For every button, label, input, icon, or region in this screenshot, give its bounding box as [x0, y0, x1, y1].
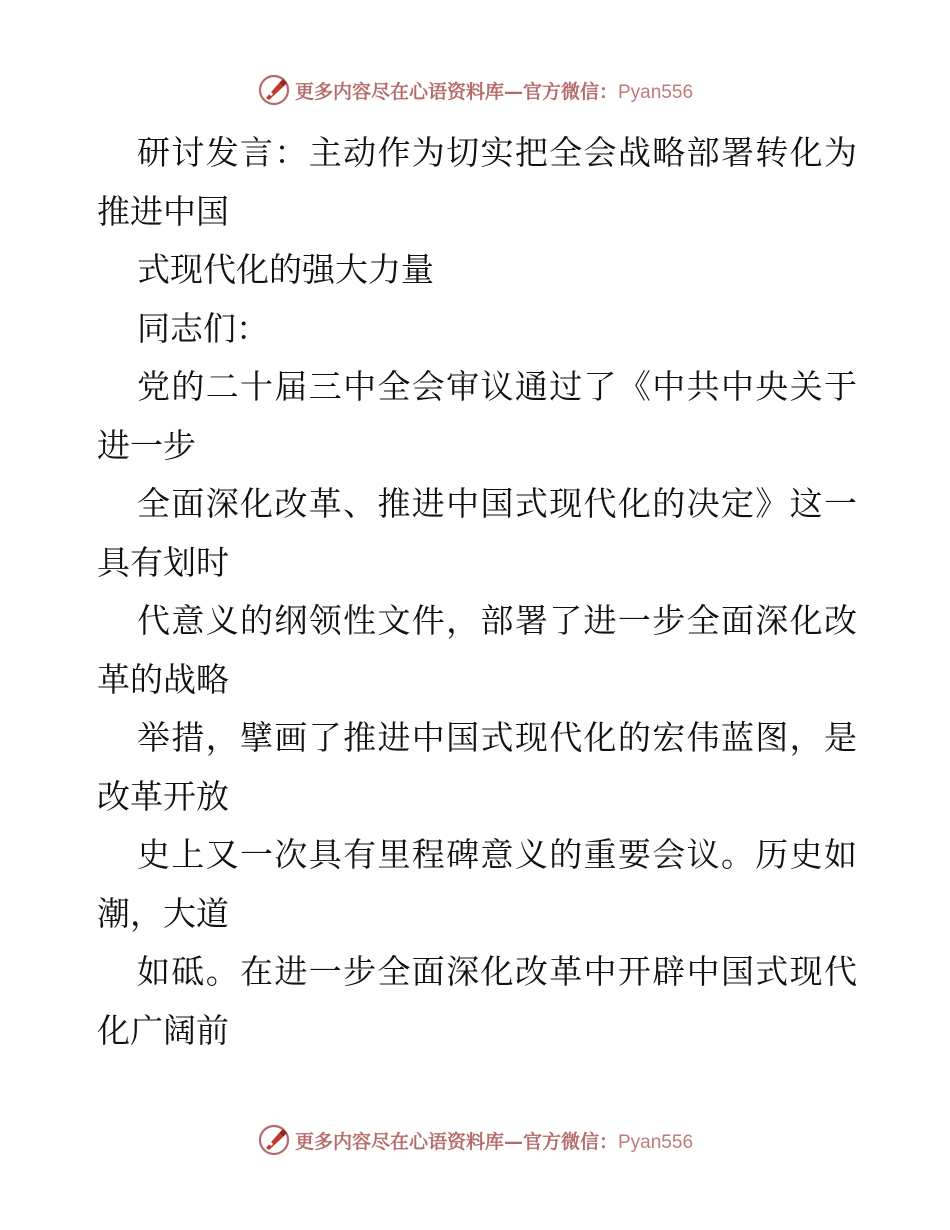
- text-line: 代意义的纲领性文件，部署了进一步全面深化改: [137, 601, 857, 640]
- text-line: 同志们：: [137, 308, 269, 348]
- text-line: 具有划时: [97, 542, 229, 582]
- text-line: 潮，大道: [97, 893, 229, 933]
- header-banner: [0, 70, 950, 110]
- text-line: 党的二十届三中全会审议通过了《中共中央关于: [137, 367, 857, 406]
- text-line: 如砥。在进一步全面深化改革中开辟中国式现代: [137, 952, 857, 991]
- footer-banner-text: [295, 1127, 693, 1154]
- text-line: 举措，擘画了推进中国式现代化的宏伟蓝图，是: [137, 718, 857, 757]
- footer-contact-id: Pyan556: [618, 1131, 694, 1153]
- header-contact-id: Pyan556: [618, 81, 694, 103]
- pen-nib-logo-icon: [257, 73, 291, 107]
- text-line: 全面深化改革、推进中国式现代化的决定》这一: [137, 484, 857, 523]
- text-line: 革的战略: [97, 659, 229, 699]
- pen-nib-logo-icon: [257, 1123, 291, 1157]
- text-line: 研讨发言：主动作为切实把全会战略部署转化为: [137, 133, 857, 172]
- document-body: [97, 124, 857, 1060]
- text-line: 推进中国: [97, 191, 229, 231]
- header-banner-text: [295, 77, 693, 104]
- footer-banner: [0, 1120, 950, 1160]
- text-line: 化广阔前: [97, 1010, 229, 1050]
- text-line: 式现代化的强大力量: [137, 250, 434, 289]
- footer-banner-label: 更多内容尽在心语资料库—官方微信：: [294, 1130, 618, 1153]
- header-banner-label: 更多内容尽在心语资料库—官方微信：: [294, 80, 618, 103]
- text-line: 进一步: [97, 425, 196, 465]
- text-line: 史上又一次具有里程碑意义的重要会议。历史如: [137, 835, 857, 874]
- text-line: 改革开放: [97, 776, 229, 816]
